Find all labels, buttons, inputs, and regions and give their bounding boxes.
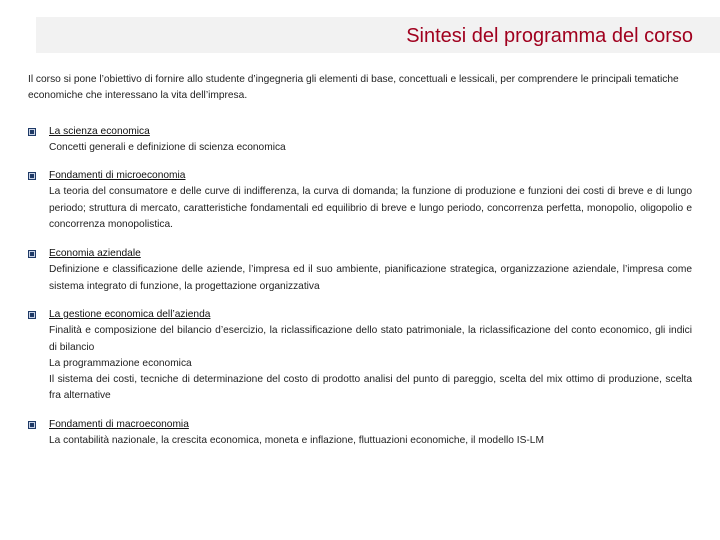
item-heading: Fondamenti di macroeconomia [49, 419, 189, 430]
list-item-economia-aziendale [28, 246, 692, 295]
item-description [49, 140, 692, 156]
item-heading: La gestione economica dell’azienda [49, 309, 211, 320]
item-heading: La scienza economica [49, 126, 150, 137]
item-line: La teoria del consumatore e delle curve di indifferenza, la curva di domanda; la funzione di produzione e funzioni dei costi di breve e di lungo periodo; struttura di mercato, caratteristiche fondamentali ed equilibrio di breve e lungo periodo, concorrenza perfetta, monopolio, oligopolio e concorrenza monopolistica. [49, 186, 692, 230]
item-line: Concetti generali e definizione di scienza economica [49, 142, 286, 154]
item-description [49, 433, 692, 449]
item-line: Finalità e composizione del bilancio d’esercizio, la riclassificazione dello stato patrimoniale, la riclassificazione del conto economico, gli indici di bilancio [49, 325, 692, 353]
item-heading: Economia aziendale [49, 248, 141, 259]
item-description [49, 323, 692, 404]
item-body [49, 307, 692, 405]
item-description [49, 262, 692, 295]
list-item-scienza-economica [28, 124, 692, 157]
list-item-microeconomia [28, 168, 692, 233]
item-body [49, 246, 692, 295]
item-heading: Fondamenti di microeconomia [49, 170, 186, 181]
item-body [49, 124, 692, 157]
square-bullet-icon [28, 311, 36, 319]
square-bullet-icon [28, 172, 36, 180]
slide-title: Sintesi del programma del corso [406, 25, 693, 47]
item-line: La contabilità nazionale, la crescita economica, moneta e inflazione, fluttuazioni economiche, il modello IS-LM [49, 435, 544, 447]
intro-paragraph: Il corso si pone l’obiettivo di fornire allo studente d’ingegneria gli elementi di base, concettuali e lessicali, per comprendere le principali tematiche economiche che interessano la vita dell’impresa. [28, 74, 679, 101]
title-bar [36, 17, 720, 53]
list-item-gestione-economica [28, 307, 692, 405]
item-body [49, 168, 692, 233]
square-bullet-icon [28, 128, 36, 136]
item-line: Il sistema dei costi, tecniche di determinazione del costo di prodotto analisi del punto di pareggio, scelta del mix ottimo di produzione, scelta fra alternative [49, 374, 692, 402]
square-bullet-icon [28, 250, 36, 258]
item-line: Definizione e classificazione delle aziende, l’impresa ed il suo ambiente, pianificazione strategica, organizzazione aziendale, l’impresa come sistema integrato di funzione, la progettazione organizzativa [49, 264, 692, 292]
item-line: La programmazione economica [49, 357, 192, 369]
item-description [49, 184, 692, 233]
square-bullet-icon [28, 421, 36, 429]
item-body [49, 417, 692, 450]
list-item-macroeconomia [28, 417, 692, 450]
